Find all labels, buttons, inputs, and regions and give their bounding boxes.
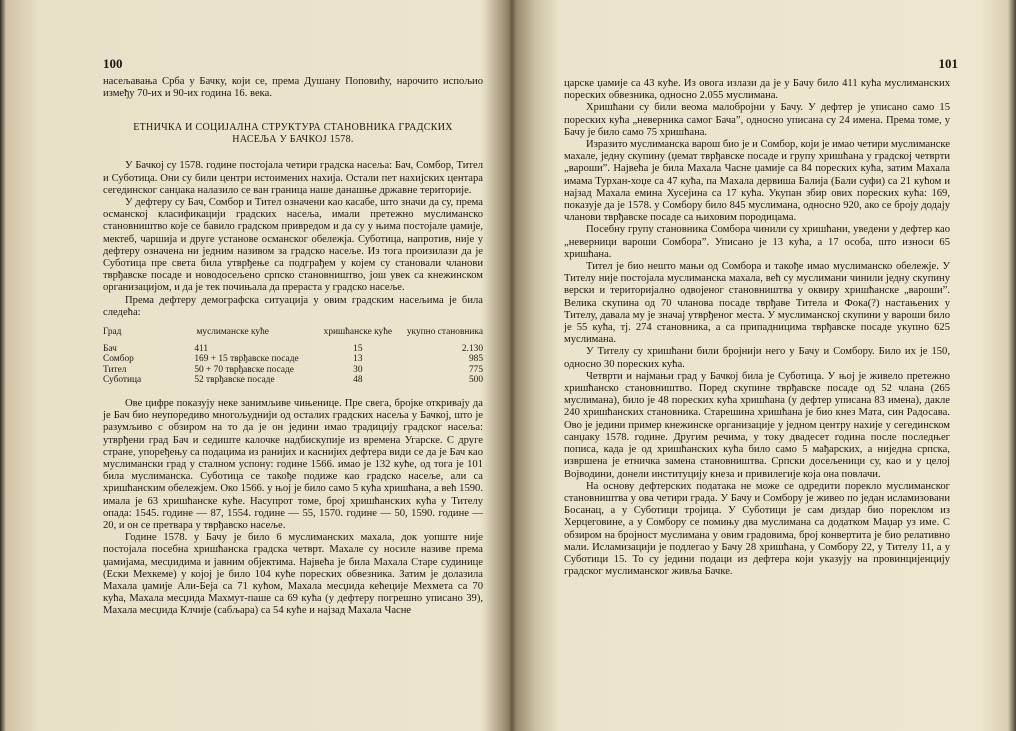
paragraph: Тител је био нешто мањи од Сомбора и такође имао муслиманско обележје. У Тителу није постојала муслиманска махала, већ су муслимани чинили једну скупину верски и територијално одвојеног становништва у оквиру хришћанске „вароши”. Велика скупина од 70 чланова посаде тврђаве Титела и Фока(?) настањених у Тителу, давала му је значај утврђеног места. У муслиманској скупини у вароши било је 55 кућа, тј. 274 становника, а са припадницима тврђавске посаде укупно 625 муслимана.	[564, 261, 950, 346]
table-cell: 50 + 70 тврђавске посаде	[194, 364, 294, 375]
table-cell: Тител	[103, 364, 127, 375]
table-cell: 30	[353, 364, 363, 375]
paragraph: насељавања Срба у Бачку, који се, према Душану Поповићу, нарочито испољио између 70-их и 90-их година 16. века.	[103, 76, 483, 100]
paragraph: царске џамије са 43 куће. Из овога излази да је у Бачу било 411 кућа муслиманских пореских обвезника, односно 2.055 муслимана.	[564, 78, 950, 102]
table-cell: 985	[468, 354, 483, 365]
paragraph: У Тителу су хришћани били бројнији него у Бачу и Сомбору. Било их је 150, односно 30 пореских кућа.	[564, 346, 950, 370]
paragraph: Ове цифре показују неке занимљиве чињенице. Пре свега, бројке откривају да је Бач био неупоредиво многољуднији од осталих градских насеља у Бачкој, што је разумљиво с обзиром на то да је он једини имао традицију градског насеља: утврђени град Бач и седиште калочке надбискупије из времена Угарске. С друге стране, упоређењу са подацима из ранијих и каснијих дефтера види се да је Бач као муслимански град у сталном успону: године 1566. имао је 132 куће, од тога је 101 била муслиманска. Суботица се такође подиже као градско насеље, али са хришћанским обележјем. Око 1566. у њој је било само 5 кућа хришћана, а већ 1590. имала је 63 хришћанске куће. Насупрот томе, број хришћанских кућа у Тителу опада: 1545. године — 87, 1554. године — 55, 1570. године — 50, 1590. године — 20, и он се претвара у тврђавско насеље.	[103, 398, 483, 532]
table-cell: 52 тврђавске посаде	[194, 375, 275, 386]
table-header: хришћанске куће	[323, 327, 393, 338]
table-cell: Сомбор	[103, 354, 134, 365]
paragraph: Године 1578. у Бачу је било 6 муслиманских махала, док уопште није постојала посебна хришћанска градска четврт. Махале су носиле називе према џамијама, месџидима и јавним објектима. Највећа је била Махала Старе судинице (Ески Мехкеме) у којој је било 104 куће пореских обвезника. Затим је долазила Махала џамије Али-Беја са 71 кућом, Махала месџида кећецијe Мехмета са 70 кућа, Махала месџида Махмут-паше са 69 кућа (у дефтеру погрешно уписано 39), Махала месџида Клчије (сабљара) са 54 куће и најзад Махала Часне	[103, 532, 483, 617]
table-cell: 15	[353, 343, 363, 354]
paragraph: У дефтеру су Бач, Сомбор и Тител означени као касабе, што значи да су, према османској класификацији градских насеља, имали претежно муслиманско становништво које се бавило градском привредом и да су у њима постојале џамије, мектеб, чаршија и друге установе османског обележја. Суботица, напротив, није у дефтеру означена ни једним називом за градско насеље. Из тога произилази да је Суботица пре света била утврђење са подграђем у којем су становали чланови тврђавске посаде и новодосељено српско становништво, још увек са кнежинском организацијом, и да је тек почињала да прераста у градско насеље.	[103, 197, 483, 294]
table-cell: Бач	[103, 343, 117, 354]
paragraph: Према дефтеру демографска ситуација у овим градским насељима је била следећа:	[103, 294, 483, 318]
table-cell: 169 + 15 тврђавске посаде	[194, 354, 299, 365]
paragraph: Четврти и најмањи град у Бачкој била је Суботица. У њој је живело претежно хришћанско становништво. Поред скупине тврђавске посаде од 52 члана (265 муслимана), било је 48 пореских кућа хришћана (у дефтер уписана 83 имена), дакле 240 хришћанских становника. Старешина хришћана је био кнез Мата, син Радосава. Ово је једини пример кнежинске организације у једном центру нахије у сегединском санџаку 1578. године. Другим речима, у току двадесет година после последњег пописа, када је од хришћанских кућа било само 5 мађарских, а ниједна српска, извршена је етничка замена становништва. Српски досељеници су, као и у целој Војводини, донели институцију кнеза и привилегије која она повлачи.	[564, 370, 950, 480]
table-header-row	[103, 327, 483, 344]
page-body	[564, 78, 950, 578]
right-page	[512, 0, 1016, 731]
table-cell: 500	[468, 375, 483, 386]
paragraph: Изразито муслиманска варош био је и Сомбор, који је имао четири муслиманске махале, једну скупину (џемат тврђавске посаде и групу хришћана у градској четврти „вароши”. Највећа је била Махала Часне џамије са 84 пореских кућа, затим Махала имама Турхан-хоџе са 47 кућа, па Махала дервиша Балија (Бали суфи) са 21 кућом и најзад Махала емина Хусејина са 17 кућа. Укупан збир ових пореских кућа: 169, показује да је 1578. у Сомбору било 845 муслимана, односно 920, ако се броју додају чланови тврђавске посаде са њиховим породицама.	[564, 139, 950, 224]
table-cell: 775	[468, 364, 483, 375]
page-body	[103, 76, 483, 618]
paragraph: На основу дефтерских података не може се одредити порекло муслиманског становништва у ова четири града. У Бачу и Сомбору је живео по један исламизовани Босанац, а у Суботици тројица. У Суботици је сам диздар био пореклом из Херцеговине, а у Сомбору се помињу два муслимана са додатком Маџар уз име. С обзиром на бројност муслимана у овим градовима, број конвертита је био релативно мали. Исламизацији је подлегао у Бачу 28 хришћана, у Сомбору 22, у Тителу 11, а у Суботици 15. То су једини подаци из дефтера који указују на провинцијенцију градског муслиманског живља Бачке.	[564, 480, 950, 578]
table-cell: 48	[353, 375, 363, 386]
table-row	[103, 354, 483, 365]
paragraph: У Бачкој су 1578. године постојала четири градска насеља: Бач, Сомбор, Тител и Суботица. Они су били центри истоимених нахија. Остали пет нахијских центара сегединског санџака налазило се ван граница наше данашње државне територије.	[103, 160, 483, 196]
table-header: Град	[103, 327, 122, 338]
paragraph: Посебну групу становника Сомбора чинили су хришћани, уведени у дефтер као „неверници вароши Сомбора”. Уписано је 13 кућа, а 17 особа, што износи 65 хришћана.	[564, 224, 950, 260]
table-row	[103, 365, 483, 376]
table-cell: 411	[194, 343, 209, 354]
page-number: 101	[938, 56, 958, 71]
table-row	[103, 375, 483, 386]
table-row	[103, 344, 483, 355]
paragraph: Хришћани су били веома малобројни у Бачу. У дефтер је уписано само 15 пореских кућа „неверника самог Бача”, односно уписана су 24 имена. Према томе, у Бачу је било само 75 хришћана.	[564, 102, 950, 138]
table-header: муслиманске куће	[196, 327, 269, 338]
table-cell: 13	[353, 354, 363, 365]
page-number: 100	[103, 56, 123, 71]
table-cell: 2.130	[461, 343, 483, 354]
table-cell: Суботица	[103, 375, 142, 386]
demographics-table	[103, 327, 483, 386]
section-heading: ЕТНИЧКА И СОЦИЈАЛНА СТРУКТУРА СТАНОВНИКА ГРАДСКИХ НАСЕЉА У БАЧКОЈ 1578.	[133, 122, 453, 146]
table-header: укупно становника	[406, 327, 483, 338]
